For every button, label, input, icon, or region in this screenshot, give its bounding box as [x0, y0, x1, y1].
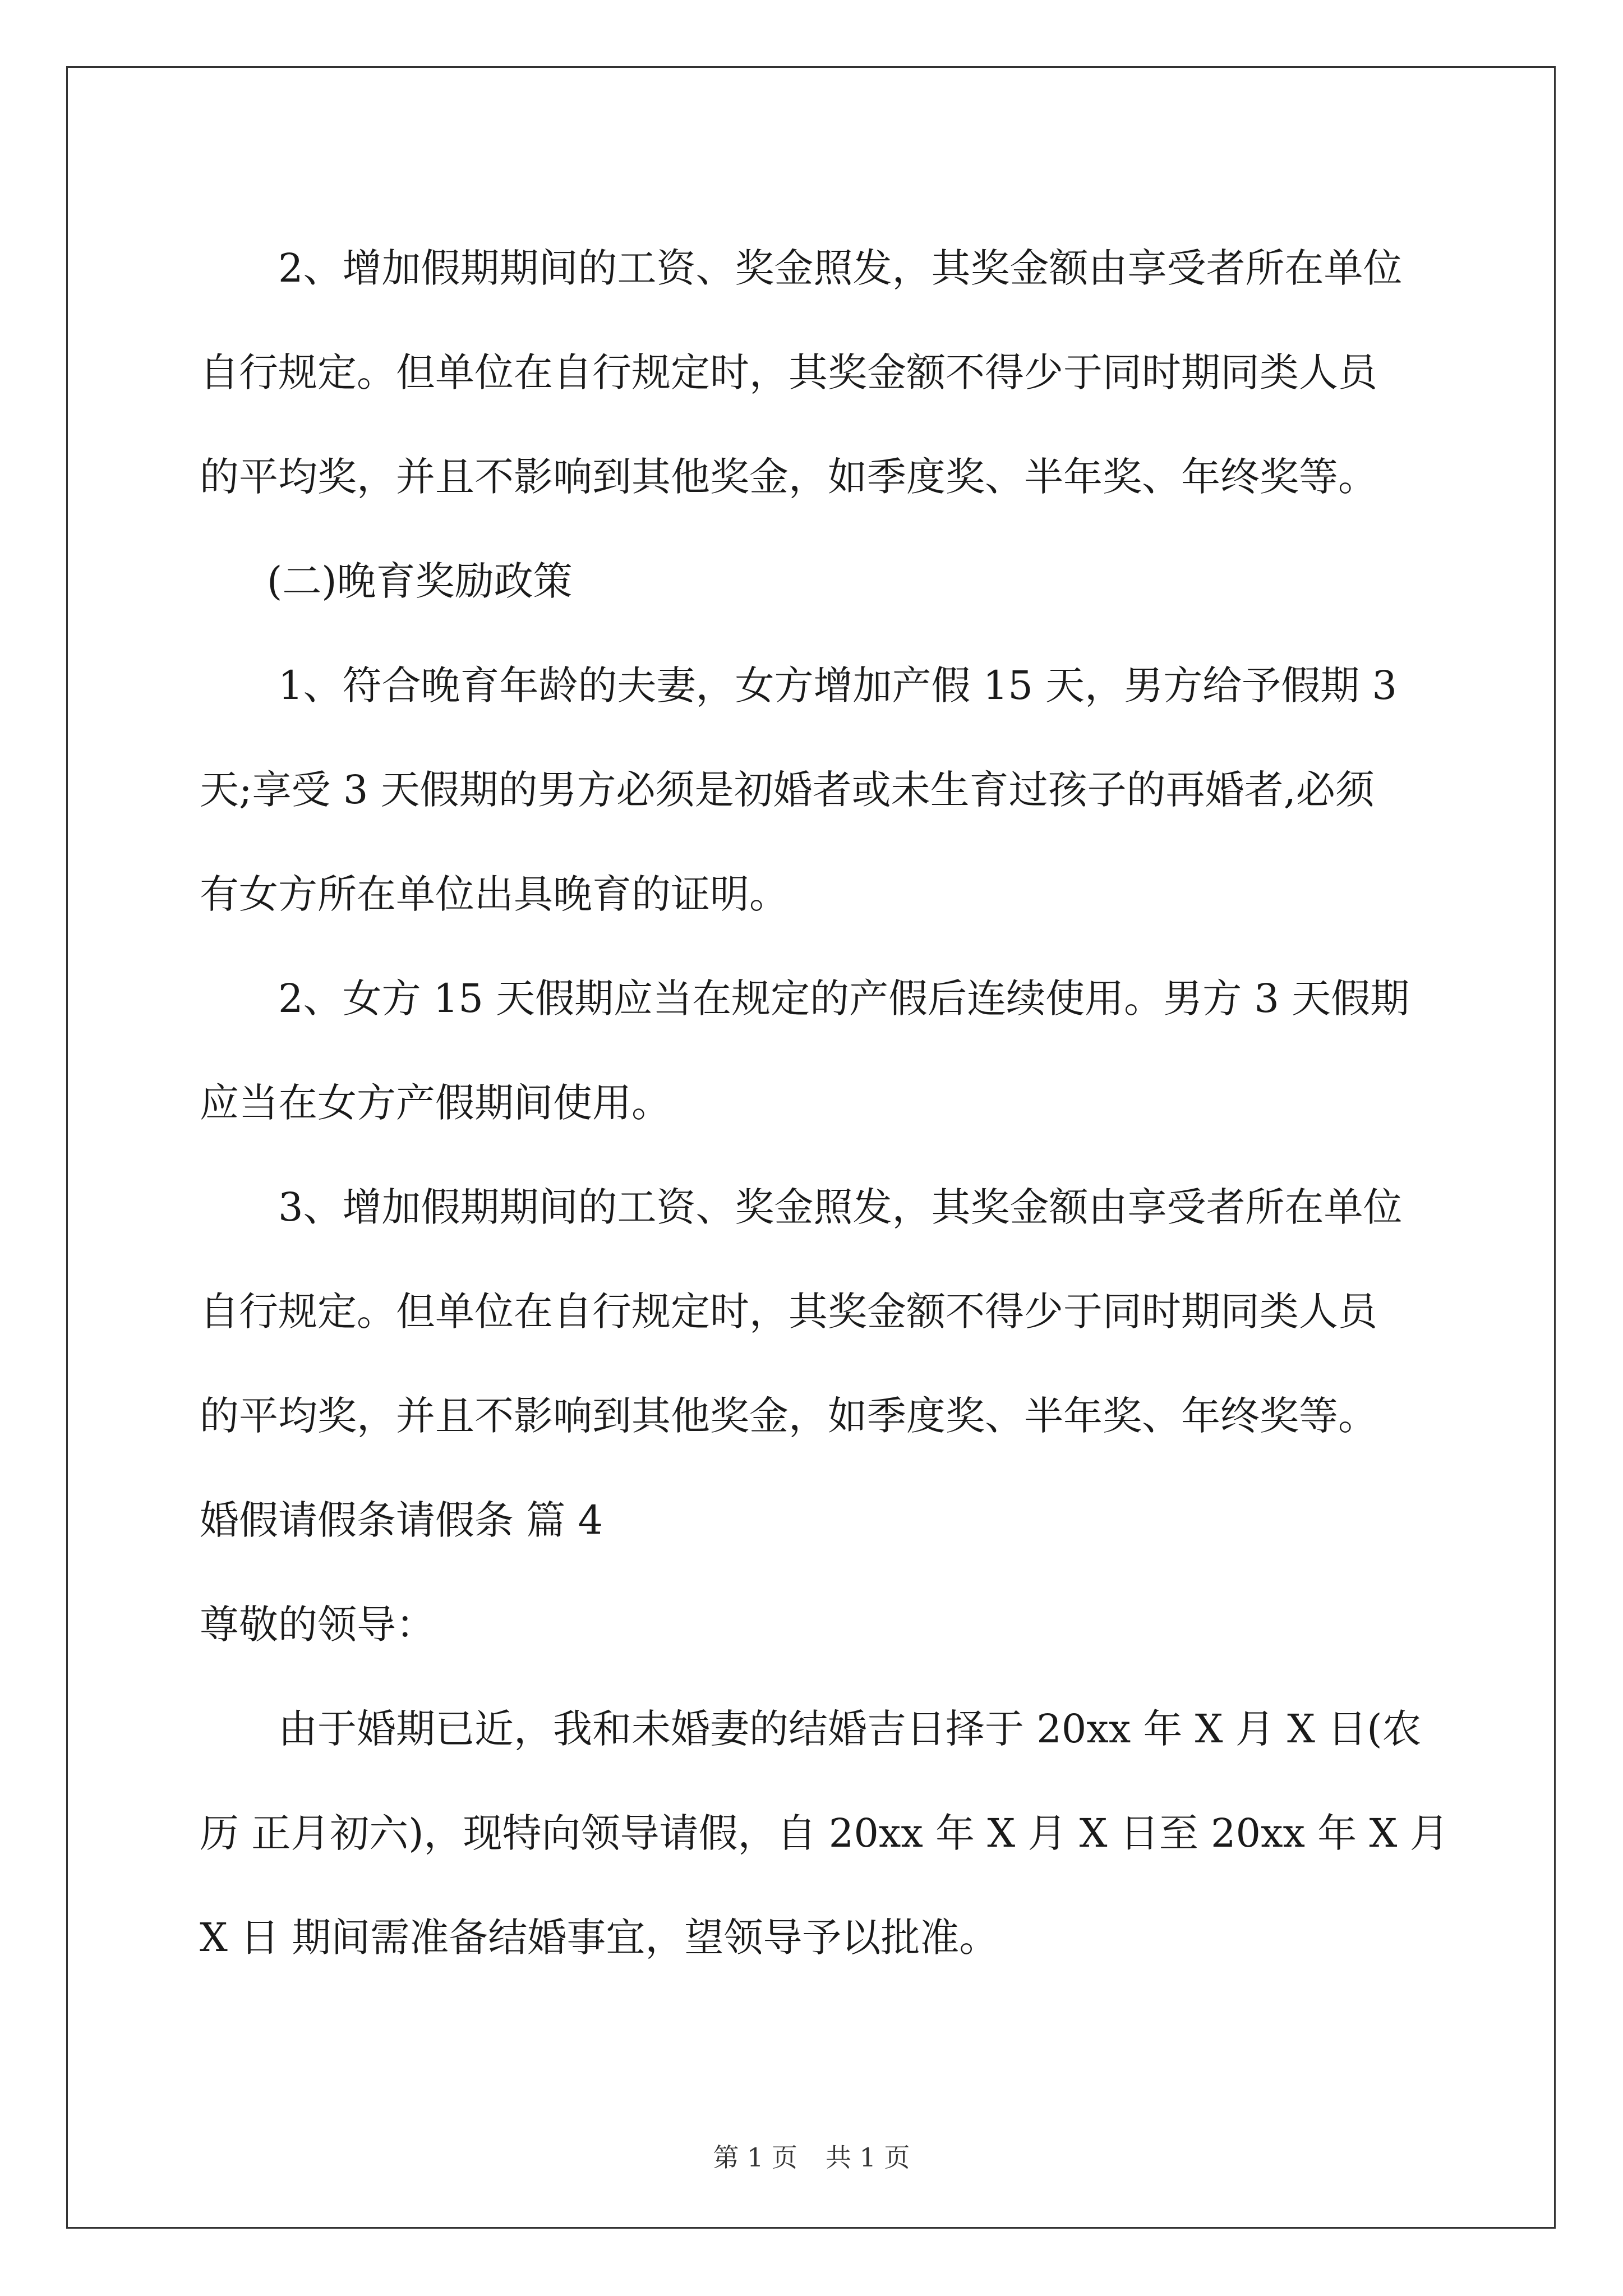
paragraph-line: 2、增加假期期间的工资、奖金照发，其奖金额由享受者所在单位 — [278, 245, 1403, 291]
paragraph-line: 的平均奖，并且不影响到其他奖金，如季度奖、半年奖、年终奖等。 — [200, 454, 1377, 500]
document-body — [200, 216, 1449, 1990]
paragraph-line: X 日 期间需准备结婚事宜，望领导予以批准。 — [200, 1915, 999, 1961]
page-number: 第 1 页 — [713, 2142, 797, 2173]
article-title: 婚假请假条请假条 篇 4 — [200, 1497, 603, 1543]
paragraph-line: 历 正月初六)，现特向领导请假，自 20xx 年 X 月 X 日至 20xx 年 X 月 — [200, 1810, 1449, 1856]
paragraph-line: 应当在女方产假期间使用。 — [200, 1080, 671, 1126]
page-total: 共 1 页 — [826, 2142, 910, 2173]
paragraph-line: 2、女方 15 天假期应当在规定的产假后连续使用。男方 3 天假期 — [278, 976, 1410, 1022]
page-footer — [0, 2137, 1623, 2174]
paragraph-line: 1、符合晚育年龄的夫妻，女方增加产假 15 天，男方给予假期 3 — [278, 662, 1397, 708]
paragraph-line: 有女方所在单位出具晚育的证明。 — [200, 871, 789, 917]
paragraph-line: 自行规定。但单位在自行规定时，其奖金额不得少于同时期同类人员 — [200, 349, 1377, 395]
paragraph-line: 自行规定。但单位在自行规定时，其奖金额不得少于同时期同类人员 — [200, 1289, 1377, 1335]
paragraph-line: 天;享受 3 天假期的男方必须是初婚者或未生育过孩子的再婚者,必须 — [200, 767, 1375, 813]
paragraph-line: 的平均奖，并且不影响到其他奖金，如季度奖、半年奖、年终奖等。 — [200, 1393, 1377, 1439]
paragraph-line: 3、增加假期期间的工资、奖金照发，其奖金额由享受者所在单位 — [278, 1184, 1403, 1230]
section-heading: (二)晚育奖励政策 — [267, 558, 573, 604]
salutation: 尊敬的领导： — [200, 1602, 435, 1648]
paragraph-line: 由于婚期已近，我和未婚妻的结婚吉日择于 20xx 年 X 月 X 日(农 — [278, 1706, 1422, 1752]
